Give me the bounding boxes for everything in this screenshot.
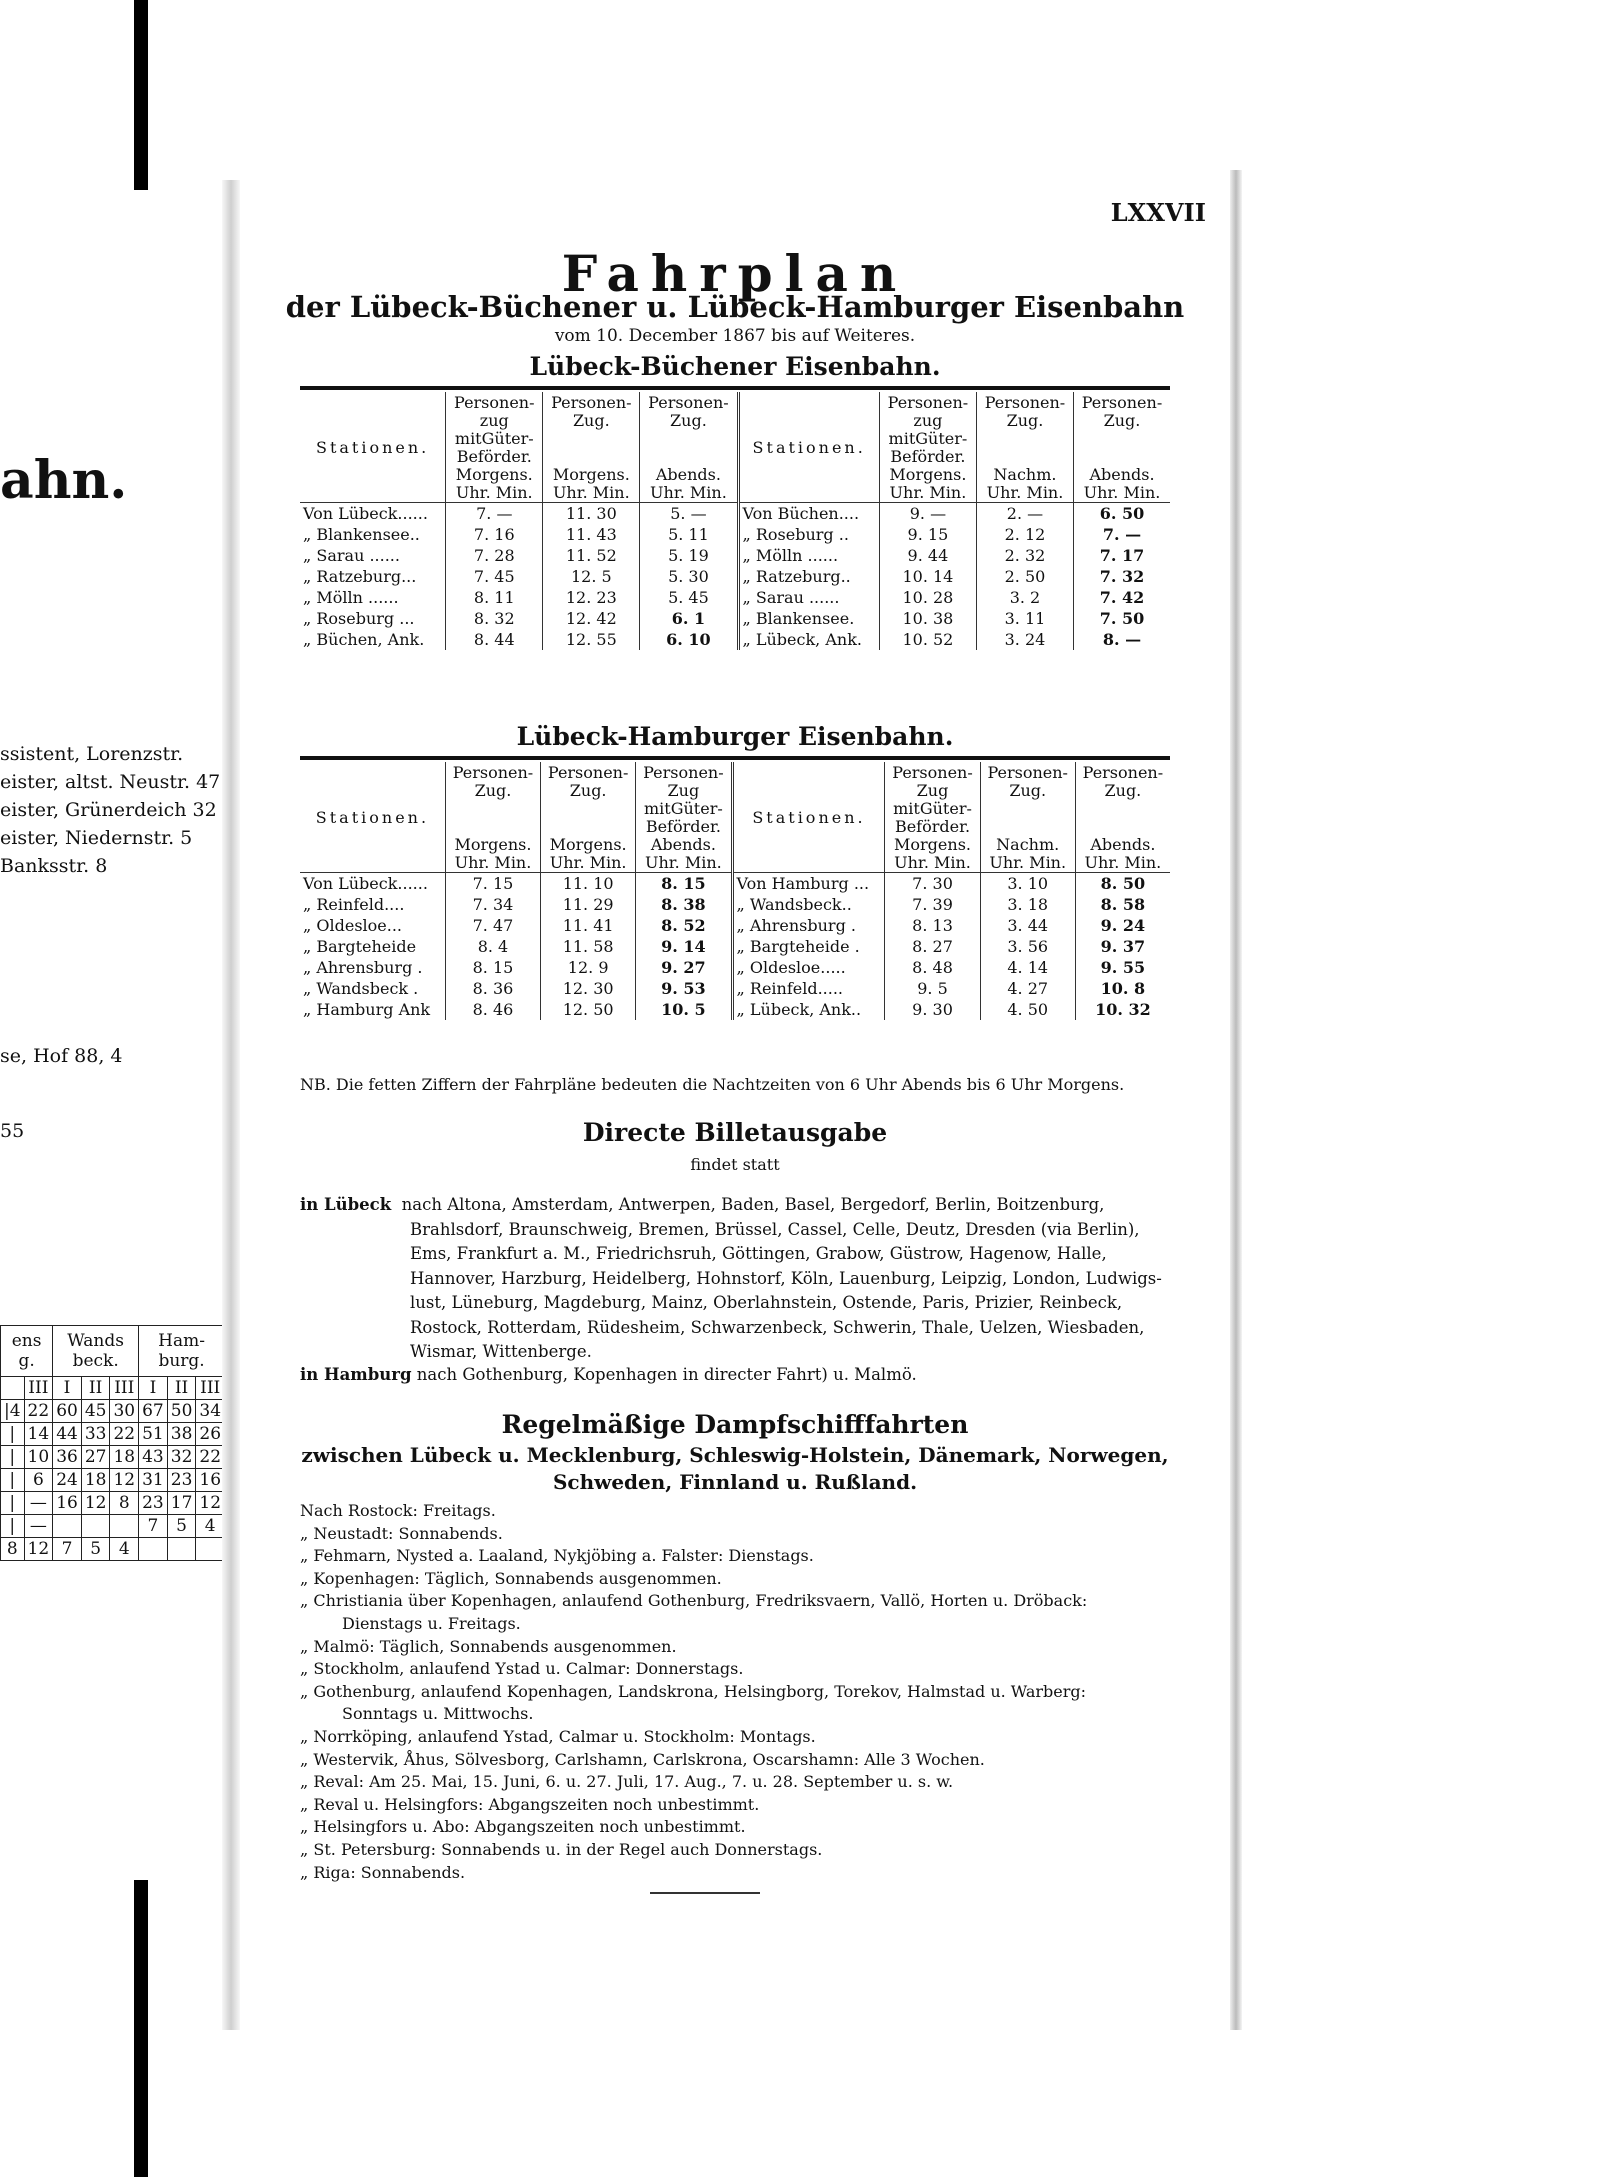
table-row: „ Roseburg ... 8. 32 12. 42 6. 1 „ Blankensee. 10. 38 3. 11 7. 50 bbox=[300, 608, 1170, 629]
timetable-luebeck-hamburg bbox=[300, 762, 1170, 1020]
table-row: „ Ratzeburg... 7. 45 12. 5 5. 30 „ Ratzeburg.. 10. 14 2. 50 7. 32 bbox=[300, 566, 1170, 587]
list-item: Sonntags u. Mittwochs. bbox=[342, 1704, 534, 1724]
list-item: „ Neustadt: Sonnabends. bbox=[300, 1523, 503, 1543]
left-page-lines: ssistent, Lorenzstr. eister, altst. Neustr. 47 eister, Grünerdeich 32 eister, Niedernstr. 5 Banksstr. 8 bbox=[0, 743, 221, 877]
page-edge bbox=[1230, 170, 1242, 2030]
billet-section-title: Directe Billetausgabe bbox=[582, 1118, 888, 1147]
list-item: „ Gothenburg, anlaufend Kopenhagen, Landskrona, Helsingborg, Torekov, Halmstad u. Warberg: bbox=[300, 1681, 1087, 1701]
left-page-address: se, Hof 88, 4 bbox=[0, 1045, 123, 1067]
list-item: „ Reval u. Helsingfors: Abgangszeiten noch unbestimmt. bbox=[300, 1794, 760, 1814]
table-row: „ Oldesloe... 7. 47 11. 41 8. 52 „ Ahrensburg . 8. 13 3. 44 9. 24 bbox=[300, 915, 1170, 936]
book-gutter bbox=[222, 180, 240, 2030]
section-rule bbox=[300, 386, 1170, 390]
steamship-section-subtitle: zwischen Lübeck u. Mecklenburg, Schleswig-Holstein, Dänemark, Norwegen, bbox=[301, 1443, 1169, 1467]
list-item: „ Fehmarn, Nysted a. Laaland, Nykjöbing a. Falster: Dienstags. bbox=[300, 1546, 814, 1566]
table-row: Von Lübeck...... 7. 15 11. 10 8. 15 Von Hamburg ... 7. 30 3. 10 8. 50 bbox=[300, 873, 1170, 895]
table-row: „ Mölln ...... 8. 11 12. 23 5. 45 „ Sarau ...... 10. 28 3. 2 7. 42 bbox=[300, 587, 1170, 608]
timetable-luebeck-buechen bbox=[300, 392, 1170, 650]
left-page-fragment bbox=[0, 180, 222, 2020]
list-item: „ Westervik, Åhus, Sölvesborg, Carlshamn, Carlskrona, Oscarshamn: Alle 3 Wochen. bbox=[300, 1749, 985, 1769]
steamship-section-subtitle-2: Schweden, Finnland u. Rußland. bbox=[552, 1470, 918, 1494]
section-title-luebeck-buechen: Lübeck-Büchener Eisenbahn. bbox=[529, 352, 941, 381]
table-row: „ Blankensee.. 7. 16 11. 43 5. 11 „ Roseburg .. 9. 15 2. 12 7. — bbox=[300, 524, 1170, 545]
timetable-page bbox=[240, 180, 1230, 2030]
list-item: „ St. Petersburg: Sonnabends u. in der Regel auch Donnerstags. bbox=[300, 1839, 823, 1859]
table-header-row: Stationen. Personen- zug mitGüter- Beförder. Morgens. Uhr. Min. Personen- Zug. Morgens. Uhr. Min. Personen- Zug. Abends. Uhr. Min. Stationen. Personen- zug mitGüter- Beförder. Morgens. Uhr. Min. Personen- Zug. Nachm. Uhr. Min. Personen- Zug. Abends. Uhr. Min. bbox=[300, 392, 1170, 503]
left-page-title: ahn. bbox=[0, 450, 128, 511]
list-item: „ Stockholm, anlaufend Ystad u. Calmar: Donnerstags. bbox=[300, 1659, 744, 1679]
scan-border-top bbox=[134, 0, 148, 190]
closing-rule bbox=[650, 1892, 760, 1894]
page-number: LXXVII bbox=[1110, 198, 1206, 227]
table-row: „ Ahrensburg . 8. 15 12. 9 9. 27 „ Oldesloe..... 8. 48 4. 14 9. 55 bbox=[300, 957, 1170, 978]
billet-luebeck-destinations: in Lübeck nach Altona, Amsterdam, Antwerpen, Baden, Basel, Bergedorf, Berlin, Boitzenburg, Brahlsdorf, Braunschweig, Bremen, Brüssel, Cassel, Celle, Deutz, Dresden (via Berlin), Ems, Frankfurt a. M., Friedrichsruh, Göttingen, Grabow, Güstrow, Hagenow, Halle, Hannover, Harzburg, Heidelberg, Hohnstorf, Köln, Lauenburg, Leipzig, London, Ludwigs- lust, Lüneburg, Magdeburg, Mainz, Oberlahnstein, Ostende, Paris, Prizier, Reinbeck, Rostock, Rotterdam, Rüdesheim, Schwarzenbeck, Schwerin, Thale, Uelzen, Wiesbaden, Wismar, Wittenberge. bbox=[300, 1195, 1162, 1361]
list-item: „ Malmö: Täglich, Sonnabends ausgenommen. bbox=[300, 1636, 677, 1656]
validity-note: vom 10. December 1867 bis auf Weiteres. bbox=[554, 326, 916, 346]
list-item: „ Christiania über Kopenhagen, anlaufend Gothenburg, Fredriksvaern, Vallö, Horten u. Dröback: bbox=[300, 1591, 1088, 1611]
list-item: „ Riga: Sonnabends. bbox=[300, 1862, 466, 1882]
page-title: Fahrplan bbox=[561, 244, 909, 303]
section-rule bbox=[300, 756, 1170, 760]
page-subtitle: der Lübeck-Büchener u. Lübeck-Hamburger Eisenbahn bbox=[285, 290, 1185, 324]
billet-section-subtitle: findet statt bbox=[690, 1155, 780, 1174]
steamship-section-title: Regelmäßige Dampfschifffahrten bbox=[501, 1410, 969, 1439]
table-row: „ Sarau ...... 7. 28 11. 52 5. 19 „ Mölln ...... 9. 44 2. 32 7. 17 bbox=[300, 545, 1170, 566]
table-row: „ Hamburg Ank 8. 46 12. 50 10. 5 „ Lübeck, Ank.. 9. 30 4. 50 10. 32 bbox=[300, 999, 1170, 1020]
list-item: „ Kopenhagen: Täglich, Sonnabends ausgenommen. bbox=[300, 1568, 722, 1588]
table-row: Von Lübeck...... 7. — 11. 30 5. — Von Büchen.... 9. — 2. — 6. 50 bbox=[300, 503, 1170, 525]
section-title-luebeck-hamburg: Lübeck-Hamburger Eisenbahn. bbox=[516, 722, 954, 751]
table-header-row: Stationen. Personen- Zug. Morgens. Uhr. Min. Personen- Zug. Morgens. Uhr. Min. Personen- Zug mitGüter- Beförder. Abends. Uhr. Min. Stationen. Personen- Zug mitGüter- Beförder. Morgens. Uhr. Min. Personen- Zug. Nachm. Uhr. Min. Personen- Zug. Abends. Uhr. Min. bbox=[300, 762, 1170, 873]
left-page-number: 55 bbox=[0, 1120, 25, 1142]
list-item: „ Norrköping, anlaufend Ystad, Calmar u. Stockholm: Montags. bbox=[300, 1726, 816, 1746]
left-page-fare-table: ens g. Wands beck. Ham- burg. III I II III I II III |4 22 60 45 30 67 50 34 | 14 44 33 22 51 38 26 | 10 36 27 18 43 32 22 | 6 24 18 12 31 23 16 | — 16 12 8 23 17 12 | — 7 5 4 8 12 7 5 4 bbox=[0, 1325, 222, 1561]
billet-hamburg-destinations: in Hamburg nach Gothenburg, Kopenhagen in directer Fahrt) u. Malmö. bbox=[300, 1365, 917, 1384]
table-row: „ Wandsbeck . 8. 36 12. 30 9. 53 „ Reinfeld..... 9. 5 4. 27 10. 8 bbox=[300, 978, 1170, 999]
steamship-route-list bbox=[300, 1500, 1180, 1884]
table-row: „ Reinfeld.... 7. 34 11. 29 8. 38 „ Wandsbeck.. 7. 39 3. 18 8. 58 bbox=[300, 894, 1170, 915]
table-row: „ Büchen, Ank. 8. 44 12. 55 6. 10 „ Lübeck, Ank. 10. 52 3. 24 8. — bbox=[300, 629, 1170, 650]
list-item: „ Reval: Am 25. Mai, 15. Juni, 6. u. 27. Juli, 17. Aug., 7. u. 28. September u. s. w. bbox=[300, 1772, 954, 1792]
footnote-nb: NB. Die fetten Ziffern der Fahrpläne bedeuten die Nachtzeiten von 6 Uhr Abends bis 6 Uhr Morgens. bbox=[300, 1075, 1125, 1094]
list-item: Nach Rostock: Freitags. bbox=[300, 1501, 496, 1520]
list-item: „ Helsingfors u. Abo: Abgangszeiten noch unbestimmt. bbox=[300, 1817, 746, 1837]
table-row: „ Bargteheide 8. 4 11. 58 9. 14 „ Bargteheide . 8. 27 3. 56 9. 37 bbox=[300, 936, 1170, 957]
list-item: Dienstags u. Freitags. bbox=[342, 1613, 521, 1633]
